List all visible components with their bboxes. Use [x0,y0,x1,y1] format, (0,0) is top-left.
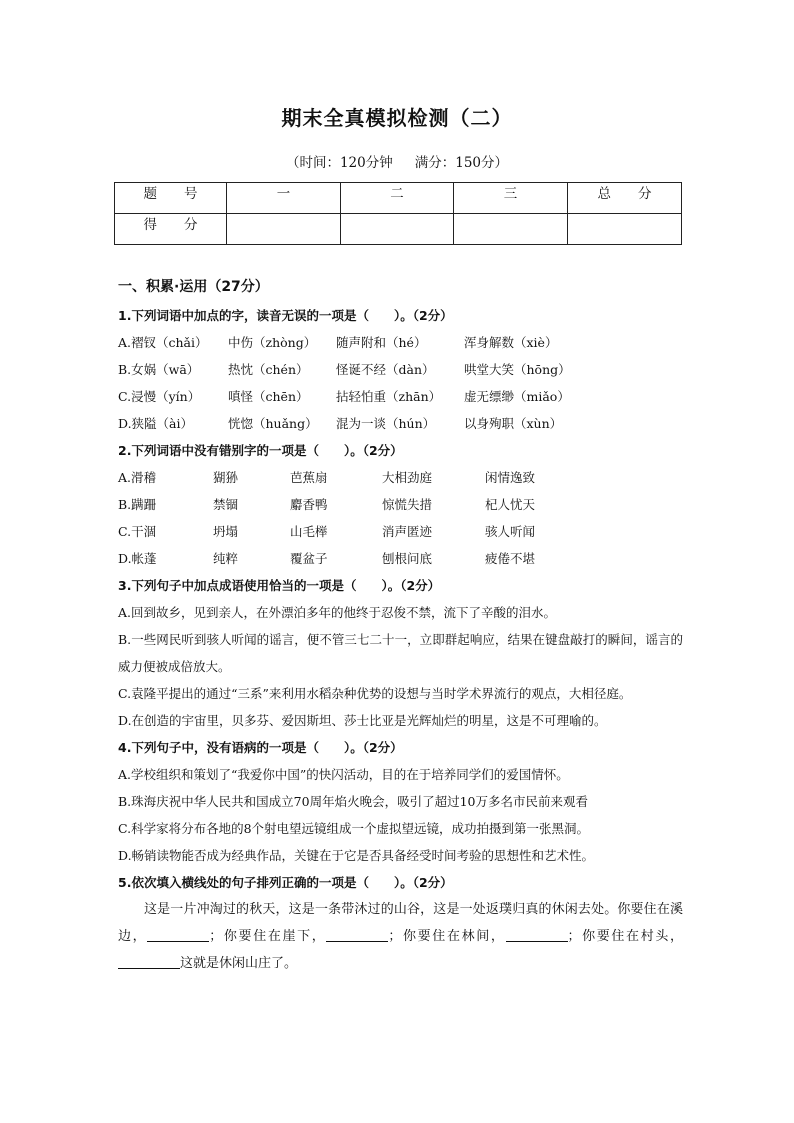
question-1-option-b [118,356,683,383]
option-item: 麝香鸭 [290,497,328,512]
option-item: 嗔怪（chēn） [228,389,309,404]
question-4-option-b: B.珠海庆祝中华人民共和国成立70周年焰火晚会，吸引了超过10万多名市民前来观看 [118,794,588,809]
question-4-option-a: A.学校组织和策划了“我爱你中国”的快闪活动，目的在于培养同学们的爱国情怀。 [118,767,569,782]
option-item: 猢狲 [213,470,239,485]
option-item: 刨根问底 [382,551,433,566]
question-3-stem: 3.下列句子中加点成语使用恰当的一项是（ ）。（2分） [118,578,441,593]
option-item: 浑身解数（xiè） [464,335,558,350]
option-item: B.女娲（wā） [118,362,200,377]
option-item: 闲情逸致 [485,470,536,485]
question-1-stem: 1.下列词语中加点的字，读音无误的一项是（ ）。（2分） [118,308,453,323]
option-item: 惊慌失措 [382,497,433,512]
option-item: 中伤（zhòng） [228,335,317,350]
option-item: 坍塌 [213,524,239,539]
score-cell-part2[interactable] [341,214,454,245]
option-item: 怪诞不经（dàn） [336,362,435,377]
question-4-option-d: D.畅销读物能否成为经典作品，关键在于它是否具备经受时间考验的思想性和艺术性。 [118,848,595,863]
option-item: 哄堂大笑（hōng） [464,362,571,377]
question-1-option-c [118,383,683,410]
option-item: 禁锢 [213,497,239,512]
fill-blank-1[interactable] [147,927,209,942]
exam-content [118,272,683,977]
score-table-header-part2: 二 [341,183,454,214]
option-item: D.狭隘（ài） [118,416,194,431]
score-table-header-part1: 一 [227,183,341,214]
question-4-stem: 4.下列句子中，没有语病的一项是（ ）。（2分） [118,740,403,755]
option-item: A.滑稽 [118,470,157,485]
question-3-option-a: A.回到故乡，见到亲人，在外漂泊多年的他终于忍俊不禁，流下了辛酸的泪水。 [118,605,557,620]
question-2-stem: 2.下列词语中没有错别字的一项是（ ）。（2分） [118,443,403,458]
question-4-option-c: C.科学家将分布各地的8个射电望远镜组成一个虚拟望远镜，成功拍摄到第一张黑洞。 [118,821,590,836]
page-title: 期末全真模拟检测（二） [281,106,513,130]
option-item: 大相劲庭 [382,470,433,485]
score-table-header-label: 题 号 [115,183,227,214]
option-item: 芭蕉扇 [290,470,328,485]
option-item: 山毛榉 [290,524,328,539]
option-item: C.干涸 [118,524,157,539]
option-item: 热忱（chén） [228,362,309,377]
question-1-option-a [118,329,683,356]
option-item: 混为一谈（hún） [336,416,436,431]
score-table [114,182,682,245]
passage-text: 这就是休闲山庄了。 [180,956,298,971]
option-item: 杞人忧天 [485,497,536,512]
fill-blank-2[interactable] [326,927,388,942]
score-cell-total[interactable] [568,214,682,245]
score-table-score-label: 得 分 [115,214,227,245]
question-2-option-b [118,491,683,518]
question-3-option-c: C.袁隆平提出的通过“三系”来利用水稻杂种优势的设想与当时学术界流行的观点，大相径庭。 [118,686,632,701]
option-item: B.蹒跚 [118,497,157,512]
score-table-header-total: 总 分 [568,183,682,214]
fill-blank-3[interactable] [506,927,568,942]
score-cell-part1[interactable] [227,214,341,245]
passage-text: ；你要住在林间， [388,929,506,944]
score-cell-part3[interactable] [454,214,568,245]
score-table-score-row [115,214,682,245]
question-2-option-d [118,545,683,572]
question-5-passage [118,896,683,977]
option-item: C.浸慢（yín） [118,389,201,404]
question-2-option-c [118,518,683,545]
question-3-option-d: D.在创造的宇宙里，贝多芬、爱因斯坦、莎士比亚是光辉灿烂的明星，这是不可理喻的。 [118,713,607,728]
exam-time: （时间：120分钟 [285,155,393,171]
option-item: 骇人听闻 [485,524,536,539]
option-item: 消声匿迹 [382,524,433,539]
option-item: 恍惚（huǎng） [228,416,318,431]
question-1-option-d [118,410,683,437]
passage-text: ；你要住在崖下， [209,929,327,944]
passage-text: 这是一片冲淘过的秋天，这是一条带沐过的山谷，这是一处返璞归真的休闲去处。你要住在溪边， [118,902,683,944]
exam-info [0,151,794,171]
option-item: 疲倦不堪 [485,551,536,566]
passage-text: ；你要住在村头， [567,929,683,944]
option-item: D.帐蓬 [118,551,157,566]
score-table-header-row [115,183,682,214]
option-item: 纯粹 [213,551,239,566]
option-item: 虚无缥缈（miǎo） [464,389,570,404]
question-2-option-a [118,464,683,491]
option-item: 随声附和（hé） [336,335,427,350]
exam-score: 满分：150分） [414,155,509,171]
option-item: A.褶钗（chǎi） [118,335,208,350]
question-3-option-b: B.一些网民听到骇人听闻的谣言，便不管三七二十一，立即群起响应，结果在键盘敲打的瞬间，谣言的威力便被成倍放大。 [118,632,683,674]
option-item: 覆盆子 [290,551,328,566]
fill-blank-4[interactable] [118,954,180,969]
option-item: 拈轻怕重（zhān） [336,389,442,404]
section-heading: 一、积累·运用（27分） [118,279,269,295]
score-table-header-part3: 三 [454,183,568,214]
question-5-stem: 5.依次填入横线处的句子排列正确的一项是（ ）。（2分） [118,875,453,890]
option-item: 以身殉职（xùn） [464,416,563,431]
